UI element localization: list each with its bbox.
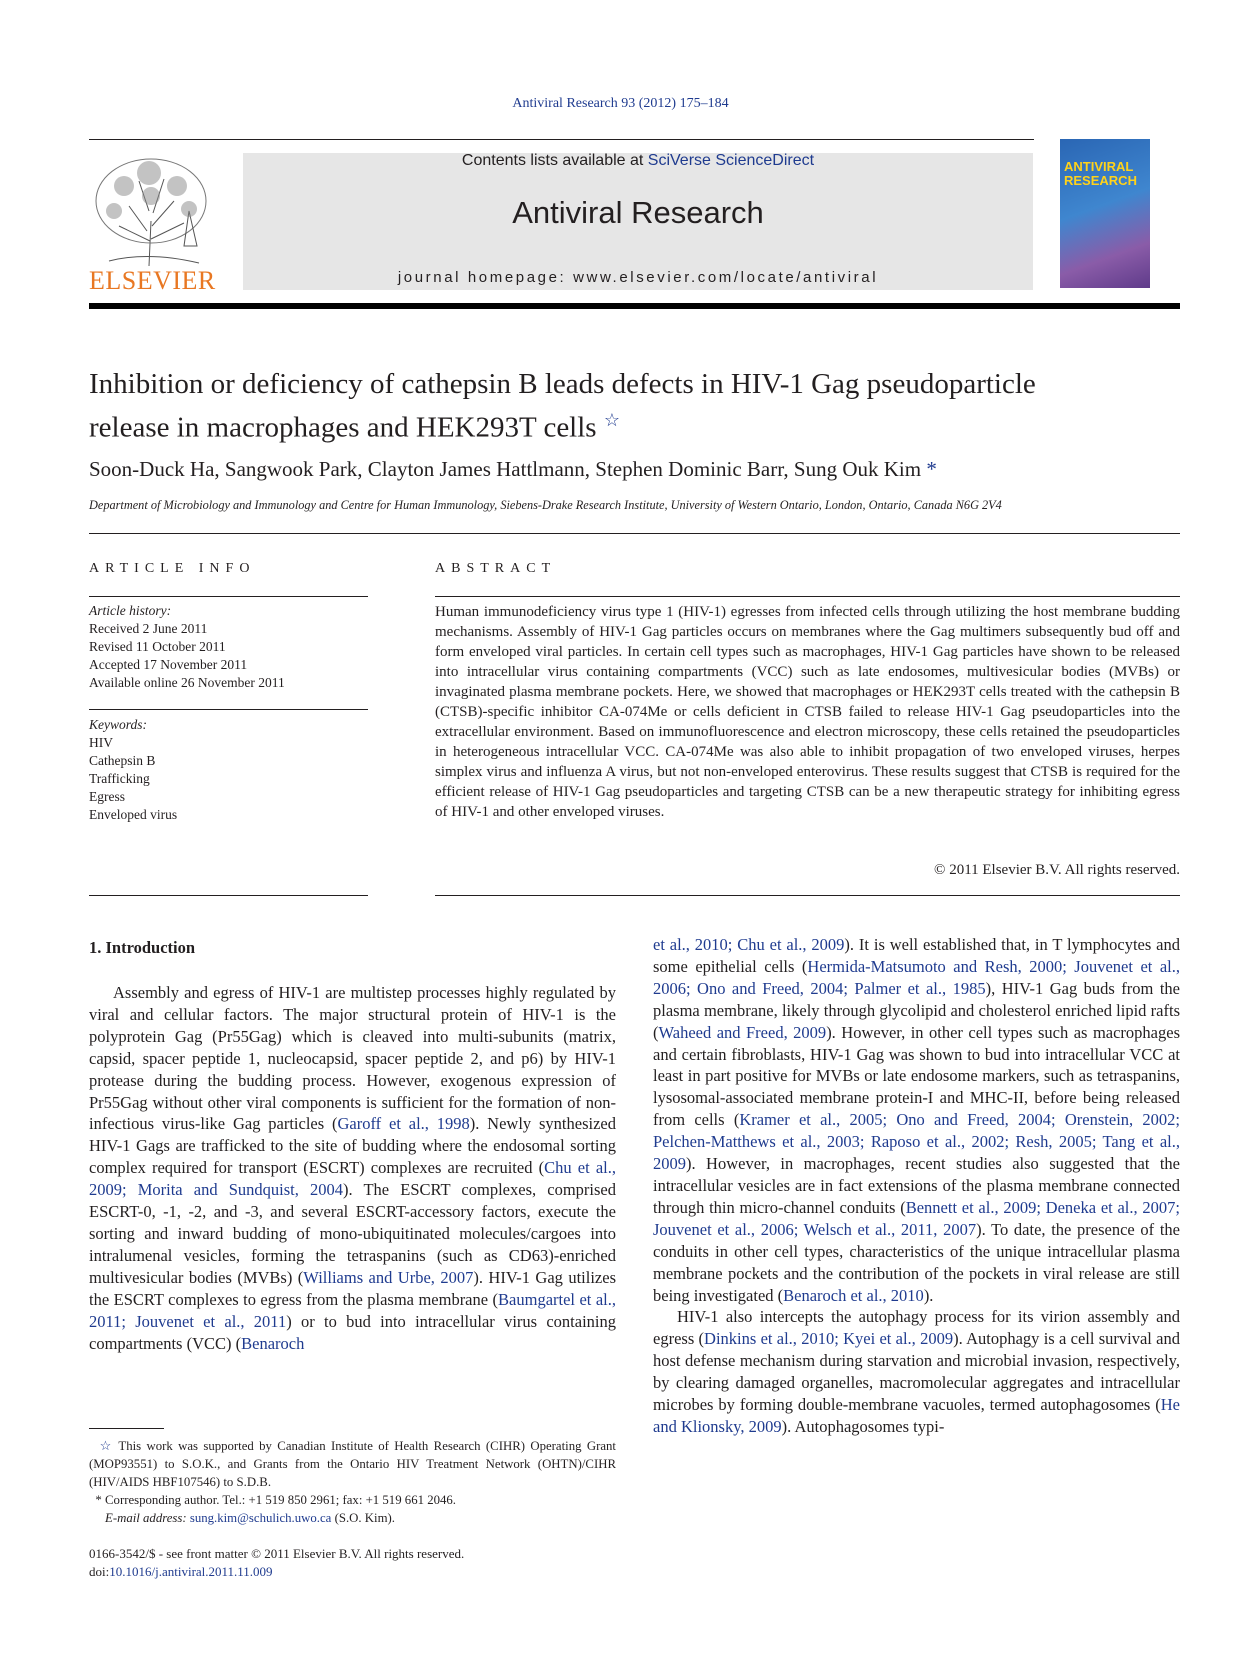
paragraph-text: ). However, in other cell types such as macrophages and certain fibroblasts, HIV-1 Gag was shown to bud into intracellular VCC at least in part positive for MVBs or late endosome markers, such as tetraspanins, lysosomal-associated membrane protein-I and MHC-II, before being released from cells ( bbox=[653, 1022, 1180, 1130]
article-history bbox=[89, 602, 368, 692]
citation-link[interactable]: He and Klionsky, 2009 bbox=[653, 1395, 1180, 1436]
journal-cover-title: ANTIVIRAL RESEARCH bbox=[1064, 159, 1137, 188]
doi-line bbox=[89, 1563, 689, 1581]
left-column bbox=[89, 982, 616, 1354]
funding-footnote-mark: ☆ bbox=[99, 1439, 114, 1453]
citation-link[interactable]: Chu et al., 2009; Morita and Sundquist, 2004 bbox=[89, 1158, 616, 1200]
paragraph-text: ). Newly synthesized HIV-1 Gags are trafficked to the site of budding where the endosomal sorting complex required for transport (ESCRT) complexes are recruited ( bbox=[89, 1114, 616, 1178]
sciencedirect-link[interactable]: SciVerse ScienceDirect bbox=[647, 152, 815, 169]
corresponding-text: Corresponding author. Tel.: +1 519 850 2961; fax: +1 519 661 2046. bbox=[105, 1493, 456, 1507]
email-label: E-mail address: bbox=[105, 1511, 187, 1525]
revised-date: Revised 11 October 2011 bbox=[89, 639, 226, 654]
online-date: Available online 26 November 2011 bbox=[89, 675, 285, 690]
article-title bbox=[89, 366, 1089, 446]
citation-link[interactable]: Benaroch et al., 2010 bbox=[783, 1285, 924, 1305]
abstract-rule bbox=[435, 596, 1180, 597]
email-footnote bbox=[89, 1509, 616, 1527]
citation-link[interactable]: Bennett et al., 2009; Deneka et al., 2007; Jouvenet et al., 2006; Welsch et al., 2011, 2007 bbox=[653, 1197, 1180, 1239]
email-suffix: (S.O. Kim). bbox=[334, 1511, 395, 1525]
paragraph-text: HIV-1 also intercepts the autophagy process for its virion assembly and egress ( bbox=[653, 1307, 1180, 1349]
citation-link[interactable]: Waheed and Freed, 2009 bbox=[658, 1022, 827, 1042]
elsevier-wordmark: ELSEVIER bbox=[89, 266, 216, 295]
paragraph-text: ). bbox=[923, 1285, 934, 1305]
paragraph-text: ). The ESCRT complexes, comprised ESCRT-0, -1, -2, and -3, and several ESCRT-accessory factors, execute the sorting and inward budding of mono-ubiquitinated molecules/cargoes into intralumenal vesicles, forming the tetraspanins (such as CD63)-enriched multivesicular bodies (MVBs) ( bbox=[89, 1180, 616, 1287]
corresponding-author-mark[interactable]: * bbox=[926, 457, 937, 481]
abstract-copyright: © 2011 Elsevier B.V. All rights reserved. bbox=[934, 862, 1180, 878]
introduction-heading: 1. Introduction bbox=[89, 938, 196, 957]
article-info-heading: ARTICLE INFO bbox=[89, 561, 256, 576]
citation-link[interactable]: Garoff et al., 1998 bbox=[337, 1114, 470, 1134]
citation-link[interactable]: Baumgartel et al., 2011; Jouvenet et al., 2011 bbox=[89, 1289, 616, 1331]
abstract-bottom-rule bbox=[435, 895, 1180, 896]
paragraph-text: ). Autophagosomes typi- bbox=[781, 1416, 945, 1436]
accepted-date: Accepted 17 November 2011 bbox=[89, 657, 248, 672]
corresponding-footnote bbox=[89, 1491, 616, 1509]
title-rule bbox=[89, 533, 1180, 534]
abstract-text: Human immunodeficiency virus type 1 (HIV-1) egresses from infected cells through utilizing the host membrane budding mechanisms. Assembly of HIV-1 Gag particles occurs on membranes where the Gag multimers subsequently bud off and form enveloped viral particles. In certain cell types such as macrophages, HIV-1 Gag particles have shown to be released into intracellular virus containing compartments (VCC) such as late endosomes, multivesicular bodies (MVBs) or invaginated plasma membrane pockets. Here, we showed that macrophages or HEK293T cells treated with the cathepsin B (CTSB)-specific inhibitor CA-074Me or cells deficient in CTSB failed to release HIV-1 Gag pseudoparticles into the extracellular environment. Based on immunofluorescence and electron microscopy, these cells retained the pseudoparticles in heterogeneous intracellular VCC. CA-074Me was also able to inhibit propagation of two enveloped viruses, herpes simplex virus and influenza A virus, but not non-enveloped enterovirus. These results suggest that CTSB is required for the efficient release of HIV-1 Gag pseudoparticles and targeting CTSB can be a new therapeutic strategy for inhibiting egress of HIV-1 and other enveloped viruses. bbox=[435, 604, 1180, 820]
doi-prefix: doi: bbox=[89, 1564, 110, 1579]
paragraph-text: ). To date, the presence of the conduits in other cell types, characteristics of the unique intracellular plasma membrane pockets and the contribution of the pockets in viral release are still being investigated ( bbox=[653, 1219, 1180, 1305]
authors-text: Soon-Duck Ha, Sangwook Park, Clayton James Hattlmann, Stephen Dominic Barr, Sung Ouk Kim bbox=[89, 457, 922, 481]
front-matter bbox=[89, 1545, 689, 1581]
keyword-item: Trafficking bbox=[89, 771, 150, 786]
history-rule bbox=[89, 709, 368, 710]
citation-link[interactable]: Hermida-Matsumoto and Resh, 2000; Jouvenet et al., 2006; Ono and Freed, 2004; Palmer et al., 1985 bbox=[653, 956, 1180, 998]
citation-link[interactable]: Benaroch bbox=[241, 1333, 305, 1353]
paragraph-text: ). HIV-1 Gag utilizes the ESCRT complexes to egress from the plasma membrane ( bbox=[89, 1267, 616, 1309]
keyword-item: Enveloped virus bbox=[89, 807, 178, 822]
author-affiliation: Department of Microbiology and Immunology and Centre for Human Immunology, Siebens-Drake Research Institute, University of Western Ontario, London, Ontario, Canada N6G 2V4 bbox=[89, 498, 1002, 512]
article-info-rule bbox=[89, 596, 368, 597]
keyword-item: Cathepsin B bbox=[89, 753, 156, 768]
funding-footnote bbox=[89, 1437, 616, 1491]
title-footnote-mark[interactable]: ☆ bbox=[603, 410, 620, 430]
keywords-block bbox=[89, 716, 368, 824]
citation-link[interactable]: Dinkins et al., 2010; Kyei et al., 2009 bbox=[704, 1329, 954, 1349]
paragraph-text: ). Autophagy is a cell survival and host defense mechanism during starvation and microbial invasion, respectively, by clearing damaged organelles, macromolecular aggregates and intracellular microbes by forming double-membrane vacuoles, termed autophagosomes ( bbox=[653, 1329, 1181, 1415]
intro-paragraph-2 bbox=[653, 1306, 1180, 1437]
keywords-label: Keywords: bbox=[89, 717, 147, 732]
corresponding-footnote-mark: * bbox=[95, 1493, 102, 1507]
abstract-heading: ABSTRACT bbox=[435, 561, 557, 576]
received-date: Received 2 June 2011 bbox=[89, 621, 208, 636]
funding-text: This work was supported by Canadian Institute of Health Research (CIHR) Operating Grant (MOP93551) to S.O.K., and Grants from the Ontario HIV Treatment Network (OHTN)/CIHR (HIV/AIDS HBF107546) to S.D.B. bbox=[89, 1439, 616, 1489]
author-list bbox=[89, 457, 1189, 482]
footnote-rule bbox=[89, 1428, 164, 1429]
paragraph-text: ), HIV-1 Gag buds from the plasma membrane, likely through glycolipid and cholesterol enriched lipid rafts ( bbox=[653, 978, 1180, 1042]
paragraph-text: Assembly and egress of HIV-1 are multistep processes highly regulated by viral and cellular factors. The major structural protein of HIV-1 is the polyprotein Gag (Pr55Gag) which is cleaved into multi-subunits (matrix, capsid, spacer peptide 1, nucleocapsid, spacer peptide 2, and p6) by HIV-1 protease during the budding process. However, exogenous expression of Pr55Gag without other viral components is sufficient for the formation of non-infectious virus-like Gag particles ( bbox=[89, 983, 616, 1134]
journal-homepage[interactable]: journal homepage: www.elsevier.com/locate/antiviral bbox=[397, 269, 879, 286]
footnotes bbox=[89, 1437, 616, 1527]
right-column bbox=[653, 934, 1180, 1438]
doi-link[interactable]: 10.1016/j.antiviral.2011.11.009 bbox=[109, 1564, 273, 1579]
intro-paragraph-1-continued bbox=[653, 934, 1180, 1306]
keywords-rule bbox=[89, 895, 368, 896]
intro-paragraph-1 bbox=[89, 982, 616, 1354]
paragraph-text: ). However, in macrophages, recent studies also suggested that the intracellular vesicles are in fact extensions of the plasma membrane connected through thin micro-channel conduits ( bbox=[653, 1154, 1180, 1217]
header-thick-rule bbox=[89, 303, 1180, 309]
citation-link[interactable]: et al., 2010; Chu et al., 2009 bbox=[653, 935, 845, 954]
article-title-text: Inhibition or deficiency of cathepsin B leads defects in HIV-1 Gag pseudoparticle release in macrophages and HEK293T cells bbox=[89, 368, 1036, 444]
contents-availability bbox=[243, 152, 1033, 170]
paragraph-text: ). It is well established that, in T lymphocytes and some epithelial cells ( bbox=[653, 935, 1180, 976]
journal-title: Antiviral Research bbox=[512, 195, 764, 230]
header-rule bbox=[89, 139, 1034, 140]
contents-prefix: Contents lists available at bbox=[461, 152, 648, 169]
keyword-item: HIV bbox=[89, 735, 113, 750]
front-matter-line: 0166-3542/$ - see front matter © 2011 Elsevier B.V. All rights reserved. bbox=[89, 1546, 465, 1561]
paragraph-text: ) or to bud into intracellular virus containing compartments (VCC) ( bbox=[89, 1311, 616, 1353]
history-label: Article history: bbox=[89, 603, 172, 618]
citation-link[interactable]: Williams and Urbe, 2007 bbox=[303, 1267, 474, 1287]
author-email-link[interactable]: sung.kim@schulich.uwo.ca bbox=[189, 1511, 332, 1525]
keyword-item: Egress bbox=[89, 789, 125, 804]
journal-reference-link[interactable]: Antiviral Research 93 (2012) 175–184 bbox=[512, 96, 729, 111]
citation-link[interactable]: Kramer et al., 2005; Ono and Freed, 2004; Orenstein, 2002; Pelchen-Matthews et al., 2003; Raposo et al., 2002; Resh, 2005; Tang et al., 2009 bbox=[653, 1110, 1180, 1174]
